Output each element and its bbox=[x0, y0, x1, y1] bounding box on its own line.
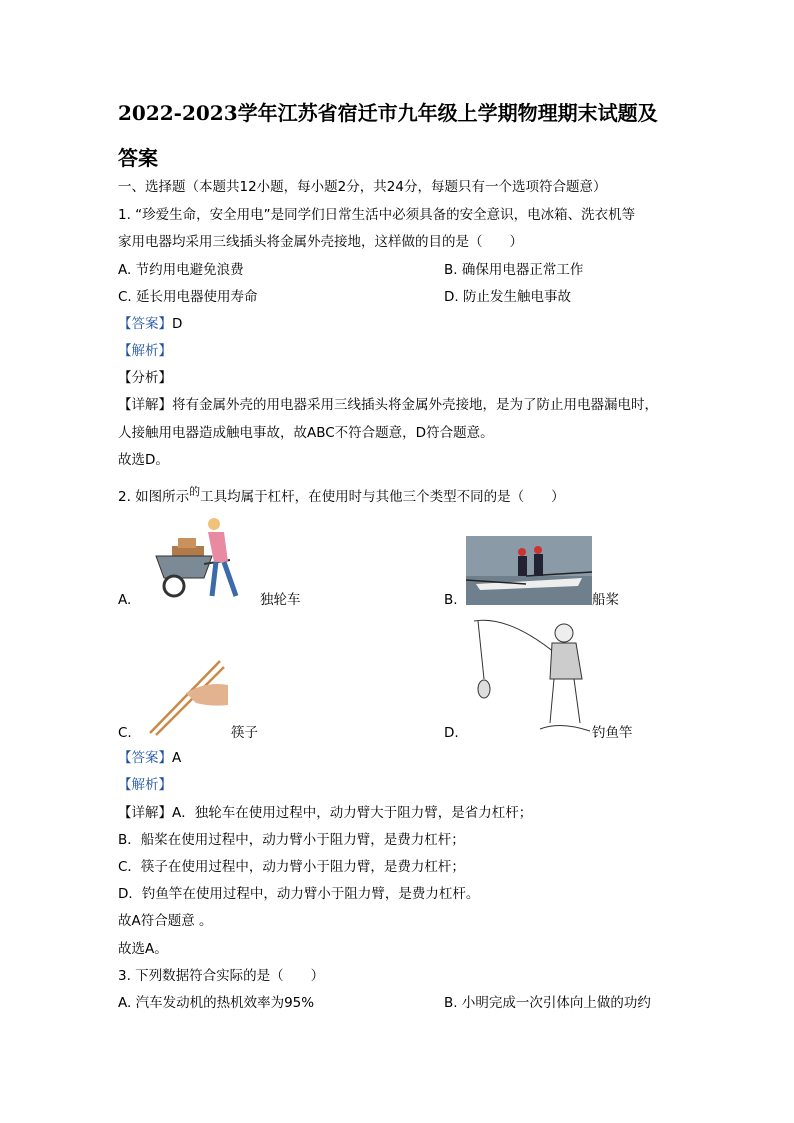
q2-detail-b: B．船桨在使用过程中，动力臂小于阻力臂，是费力杠杆； bbox=[118, 832, 465, 848]
stem-text: 2. 如图所示 bbox=[118, 489, 190, 505]
q2-option-c-label: 筷子 bbox=[231, 725, 258, 741]
answer-value: D bbox=[172, 316, 183, 332]
q1-fenxi-tag: 【分析】 bbox=[118, 370, 172, 386]
q2-option-a-label: 独轮车 bbox=[260, 592, 301, 608]
answer-value: A bbox=[172, 750, 182, 766]
answer-tag: 【答案】 bbox=[118, 750, 172, 766]
q2-option-d-letter: D. bbox=[444, 725, 459, 741]
q1-detail bbox=[118, 396, 658, 414]
section-heading: 一、选择题（本题共12小题，每小题2分，共24分，每题只有一个选项符合题意） bbox=[118, 179, 607, 195]
wheelbarrow-image bbox=[152, 516, 244, 600]
q2-analysis-tag: 【解析】 bbox=[118, 777, 172, 793]
q2-answer bbox=[118, 749, 181, 767]
q2-option-c-letter: C. bbox=[118, 725, 132, 741]
q1-conclusion: 故选D。 bbox=[118, 452, 169, 468]
detail-text: A．独轮车在使用过程中，动力臂大于阻力臂，是省力杠杆； bbox=[172, 805, 533, 821]
q1-option-b: B. 确保用电器正常工作 bbox=[444, 262, 584, 278]
q1-option-d: D. 防止发生触电事故 bbox=[444, 289, 571, 305]
chopsticks-image bbox=[146, 655, 232, 737]
q1-stem: 1. “珍爱生命，安全用电”是同学们日常生活中必须具备的安全意识，电冰箱、洗衣机等 bbox=[118, 207, 636, 223]
q1-stem-cont: 家用电器均采用三线插头将金属外壳接地，这样做的目的是（ ） bbox=[118, 234, 523, 250]
q2-stem bbox=[118, 483, 565, 506]
rowing-boat-image bbox=[466, 536, 592, 605]
q2-option-b-letter: B. bbox=[444, 592, 458, 608]
q2-detail-d: D．钓鱼竿在使用过程中，动力臂小于阻力臂，是费力杠杆。 bbox=[118, 886, 480, 902]
q2-conclusion-2: 故选A。 bbox=[118, 941, 168, 957]
detail-tag: 【详解】 bbox=[118, 397, 172, 413]
q1-answer bbox=[118, 315, 182, 333]
document-title-cont: 答案 bbox=[118, 146, 158, 170]
q2-detail-a bbox=[118, 804, 532, 822]
q1-analysis-tag: 【解析】 bbox=[118, 343, 172, 359]
stem-sup: 的 bbox=[189, 485, 201, 498]
document-title: 2022-2023学年江苏省宿迁市九年级上学期物理期末试题及 bbox=[118, 101, 658, 125]
q1-option-a: A. 节约用电避免浪费 bbox=[118, 262, 244, 278]
q2-conclusion-1: 故A符合题意 。 bbox=[118, 913, 213, 929]
answer-tag: 【答案】 bbox=[118, 316, 172, 332]
q2-option-a-letter: A. bbox=[118, 592, 132, 608]
q3-stem: 3. 下列数据符合实际的是（ ） bbox=[118, 968, 325, 984]
q2-option-b-label: 船桨 bbox=[592, 592, 619, 608]
fishing-man-image bbox=[470, 617, 592, 741]
q2-option-d-label: 钓鱼竿 bbox=[592, 725, 633, 741]
detail-tag: 【详解】 bbox=[118, 805, 172, 821]
q3-option-b: B. 小明完成一次引体向上做的功约 bbox=[444, 995, 651, 1011]
q3-option-a: A. 汽车发动机的热机效率为95% bbox=[118, 995, 315, 1011]
stem-text-b: 工具均属于杠杆，在使用时与其他三个类型不同的是（ ） bbox=[200, 489, 565, 505]
q1-option-c: C. 延长用电器使用寿命 bbox=[118, 289, 258, 305]
q1-detail-cont: 人接触用电器造成触电事故，故ABC不符合题意，D符合题意。 bbox=[118, 425, 494, 441]
detail-text: 将有金属外壳的用电器采用三线插头将金属外壳接地，是为了防止用电器漏电时， bbox=[172, 397, 658, 413]
q2-detail-c: C．筷子在使用过程中，动力臂小于阻力臂，是费力杠杆； bbox=[118, 859, 465, 875]
